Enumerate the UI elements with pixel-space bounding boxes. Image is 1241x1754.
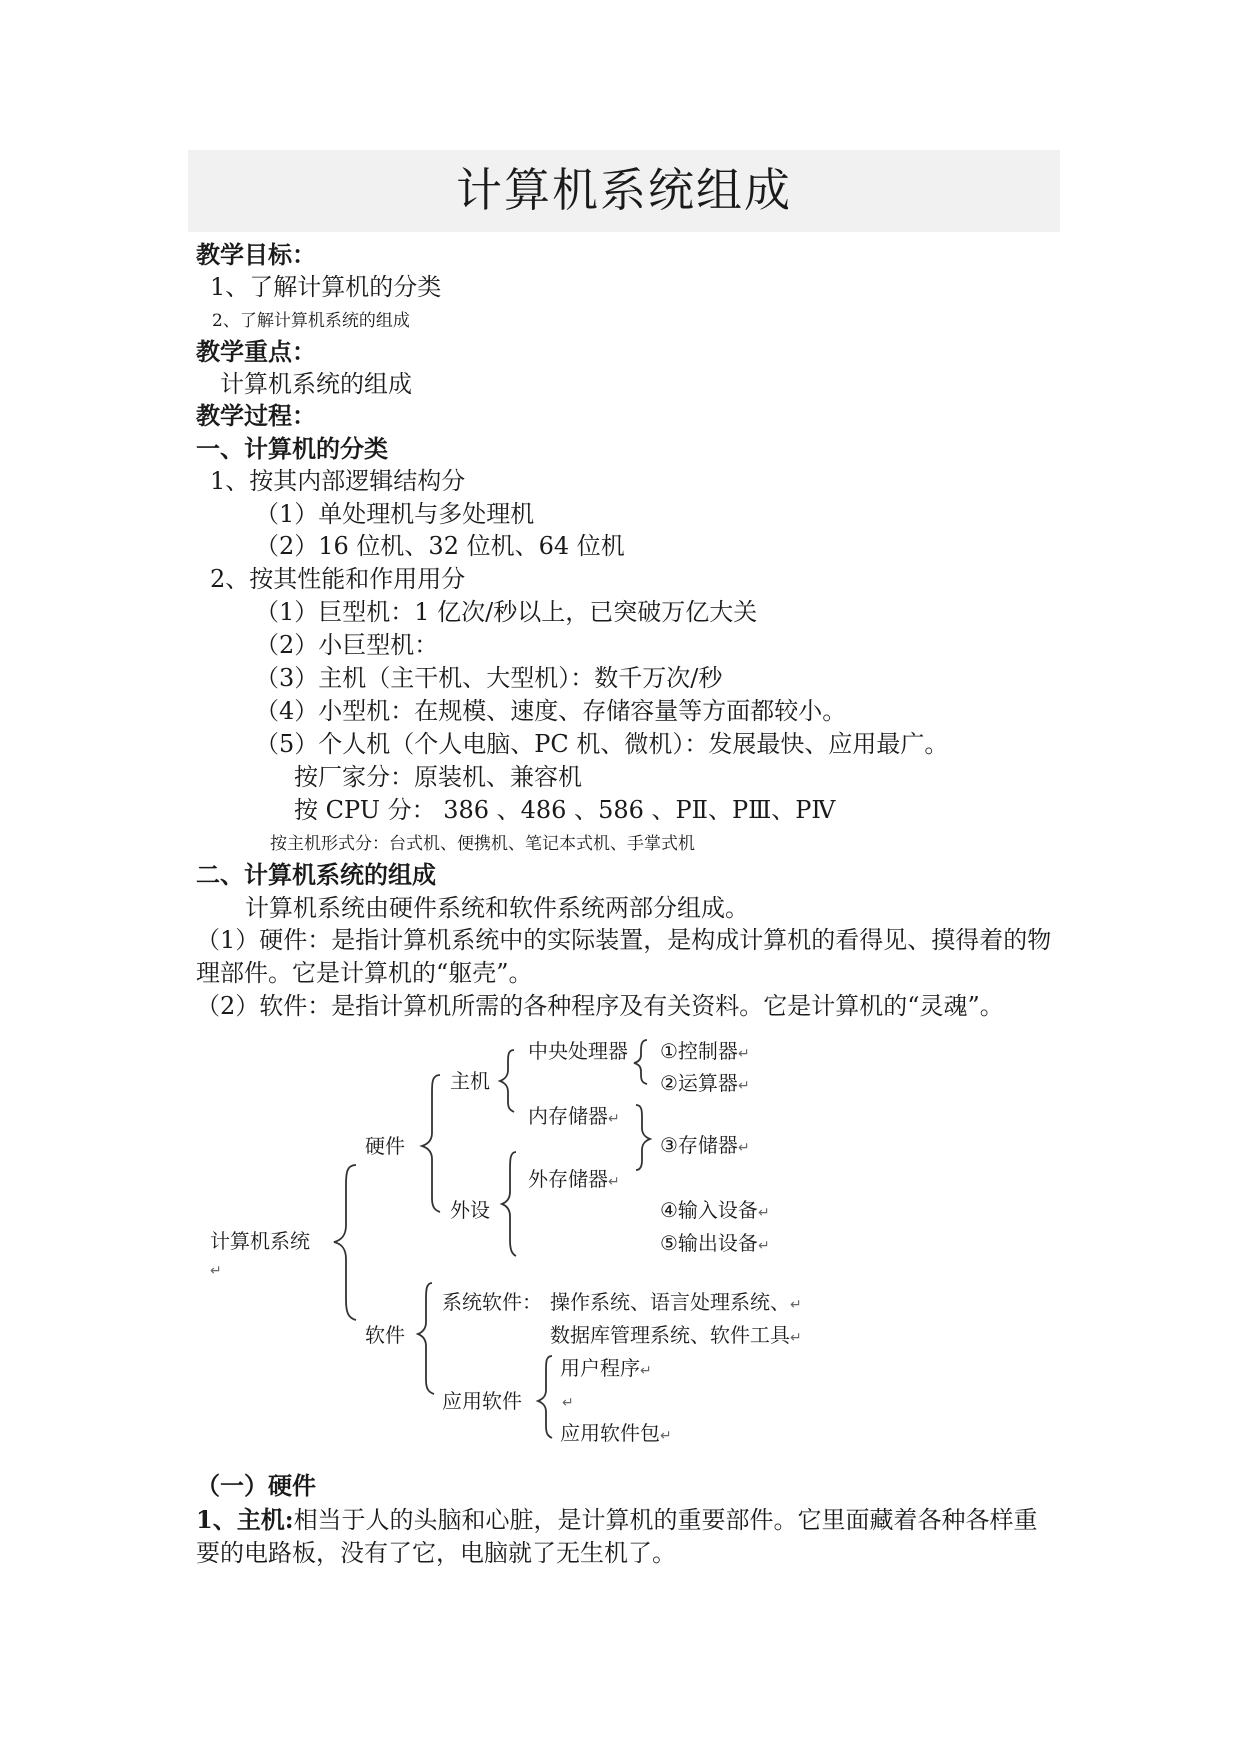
- process-heading: 教学过程：: [196, 401, 316, 430]
- diagram-app-packages: 应用软件包↵: [560, 1421, 672, 1445]
- hardware-definition: （1）硬件：是指计算机系统中的实际装置，是构成计算机的看得见、摸得着的物理部件。它是计算机的“躯壳”。: [196, 926, 1052, 987]
- focus-text: 计算机系统的组成: [220, 370, 412, 398]
- diagram-hardware: 硬件: [365, 1134, 405, 1158]
- diagram-input: ④输入设备↵: [660, 1198, 770, 1222]
- diagram-system-software: 系统软件：: [442, 1290, 542, 1314]
- list-item: （2）16 位机、32 位机、64 位机: [255, 532, 625, 560]
- section1-sub1-heading: 1、按其内部逻辑结构分: [210, 467, 466, 495]
- diagram-user-programs: 用户程序↵: [560, 1356, 652, 1380]
- objective-item: 1、了解计算机的分类: [210, 273, 442, 301]
- diagram-peripherals: 外设: [450, 1198, 490, 1222]
- page-title: 计算机系统组成: [456, 163, 792, 217]
- host-paragraph: 1、主机:相当于人的头脑和心脏，是计算机的重要部件。它里面藏着各种各样重要的电路板，没有了它，电脑就了无生机了。: [196, 1505, 1038, 1567]
- diagram-external-memory: 外存储器↵: [528, 1167, 620, 1191]
- list-item: （2）小巨型机：: [255, 631, 439, 659]
- list-item: （3）主机（主干机、大型机）：数千万次/秒: [255, 664, 723, 692]
- section1-sub2-heading: 2、按其性能和作用用分: [210, 565, 466, 593]
- objectives-heading: 教学目标：: [196, 240, 316, 269]
- diagram-root: 计算机系统: [210, 1229, 310, 1253]
- diagram-system-software-line2: 数据库管理系统、软件工具↵: [550, 1323, 802, 1347]
- return-mark: ↵: [210, 1263, 222, 1279]
- list-item: （4）小型机：在规模、速度、存储容量等方面都较小。: [255, 697, 847, 725]
- software-definition: （2）软件：是指计算机所需的各种程序及有关资料。它是计算机的“灵魂”。: [196, 992, 1004, 1020]
- diagram-app-software: 应用软件: [442, 1389, 522, 1413]
- list-item: 按主机形式分：台式机、便携机、笔记本式机、手掌式机: [270, 834, 695, 854]
- hardware-subsection-heading: （一）硬件: [196, 1471, 316, 1500]
- list-item: 按厂家分：原装机、兼容机: [294, 763, 582, 791]
- list-item: （5）个人机（个人电脑、PC 机、微机）：发展最快、应用最广。: [255, 730, 949, 758]
- return-mark: ↵: [562, 1395, 574, 1411]
- list-item: 按 CPU 分： 386 、486 、586 、PⅡ、PⅢ、PⅣ: [294, 796, 836, 824]
- focus-heading: 教学重点：: [196, 337, 316, 366]
- diagram-cpu: 中央处理器: [528, 1039, 628, 1063]
- diagram-storage: ③存储器↵: [660, 1133, 750, 1157]
- diagram-system-software-line1: 操作系统、语言处理系统、↵: [550, 1290, 802, 1314]
- section1-heading: 一、计算机的分类: [196, 434, 388, 463]
- diagram-controller: ①控制器↵: [660, 1039, 750, 1063]
- diagram-output: ⑤输出设备↵: [660, 1231, 770, 1255]
- diagram-alu: ②运算器↵: [660, 1071, 750, 1095]
- objective-item: 2、了解计算机系统的组成: [212, 311, 410, 331]
- list-item: （1）单处理机与多处理机: [255, 500, 535, 528]
- diagram-internal-memory: 内存储器↵: [528, 1104, 620, 1128]
- section2-intro: 计算机系统由硬件系统和软件系统两部分组成。: [245, 894, 749, 922]
- diagram-software: 软件: [365, 1323, 405, 1347]
- section2-heading: 二、计算机系统的组成: [196, 860, 436, 889]
- diagram-host: 主机: [450, 1069, 490, 1093]
- list-item: （1）巨型机：1 亿次/秒以上，已突破万亿大关: [255, 598, 758, 626]
